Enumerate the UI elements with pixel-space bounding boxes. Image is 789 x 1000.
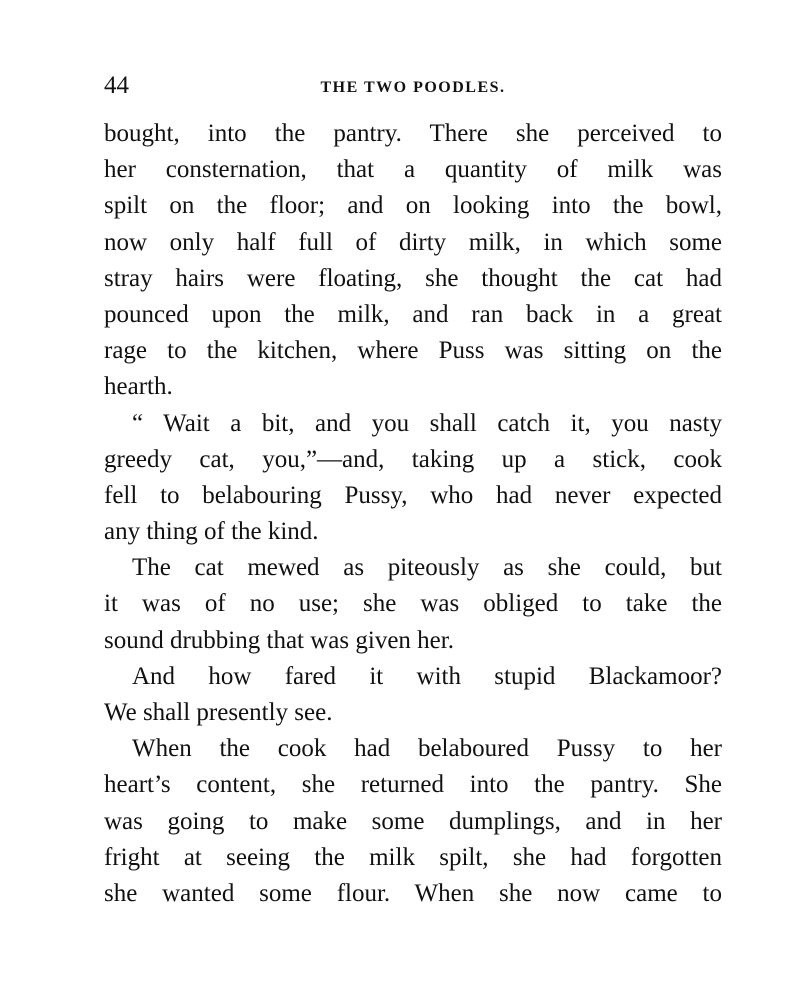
paragraph [104,550,722,659]
text-line: When the cook had belaboured Pussy to her [132,735,722,763]
text-line: bought, into the pantry. There she perceived to [104,120,722,147]
text-line: now only half full of dirty milk, in which some [104,228,722,256]
text-line: spilt on the floor; and on looking into the bowl, [104,192,722,220]
paragraph [104,406,722,551]
text-line: And how fared it with stupid Blackamoor? [132,662,722,690]
text-line: hearth. [104,373,173,401]
text-line: We shall presently see. [104,699,333,726]
text-line: heart’s content, she returned into the pantry. She [104,771,722,799]
text-line: fright at seeing the milk spilt, she had forgotten [104,843,722,871]
text-line: fell to belabouring Pussy, who had never expected [104,481,722,509]
page-number: 44 [104,72,129,99]
text-line: sound drubbing that was given her. [104,626,454,654]
paragraph [104,116,722,406]
text-line: her consternation, that a quantity of milk was [104,156,722,184]
text-line: greedy cat, you,”—and, taking up a stick, cook [104,445,722,473]
text-line: The cat mewed as piteously as she could, but [132,554,722,582]
paragraph [104,659,722,731]
text-line: was going to make some dumplings, and in her [104,807,722,835]
text-line: pounced upon the milk, and ran back in a great [104,300,722,328]
text-line: any thing of the kind. [104,518,319,546]
page-header [104,70,722,102]
text-line: rage to the kitchen, where Puss was sitting on the [104,337,722,365]
text-line: she wanted some flour. When she now came to [104,879,722,907]
paragraph [104,731,722,912]
text-line: stray hairs were floating, she thought the cat had [104,264,722,292]
text-line: it was of no use; she was obliged to take the [104,590,722,618]
text-line: “ Wait a bit, and you shall catch it, you nasty [132,409,722,437]
running-title: THE TWO POODLES. [320,79,506,96]
body-text [104,116,722,912]
